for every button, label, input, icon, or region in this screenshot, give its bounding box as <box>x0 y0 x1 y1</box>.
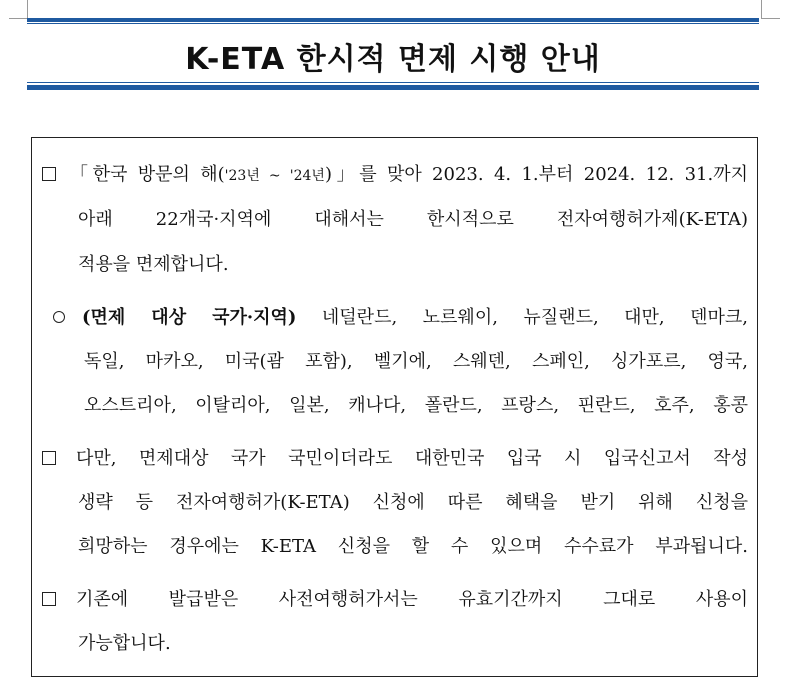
paragraph-line: 기존에 발급받은 사전여행허가서는 유효기간까지 그대로 사용이 <box>76 589 748 610</box>
text-segment: 「한국 방문의 해( <box>70 164 225 185</box>
paragraph-line: 희망하는 경우에는 K-ETA 신청을 할 수 있으며 수수료가 부과됩니다. <box>78 536 748 557</box>
bullet-square <box>42 588 56 612</box>
paragraph-line: 적용을 면제합니다. <box>78 254 229 275</box>
circle-bullet-icon <box>53 311 65 323</box>
paragraph-line: 독일, 마카오, 미국(괌 포함), 벨기에, 스웨덴, 스페인, 싱가포르, 영국, <box>84 351 748 372</box>
exempt-label: (면제 대상 국가·지역) <box>82 307 297 328</box>
banner-bottom-thin-rule <box>27 82 759 83</box>
paragraph-line: 다만, 면제대상 국가 국민이더라도 대한민국 입국 시 입국신고서 작성 <box>76 448 748 469</box>
banner-bottom-rule <box>27 85 759 90</box>
paragraph-line: 오스트리아, 이탈리아, 일본, 캐나다, 폴란드, 프랑스, 핀란드, 호주, 홍콩 <box>84 395 748 416</box>
text-segment: 네덜란드, 노르웨이, 뉴질랜드, 대만, 덴마크, <box>296 307 748 328</box>
bullet-square <box>42 163 56 187</box>
text-segment: )」를 맞아 2023. 4. 1.부터 2024. 12. 31.까지 <box>324 164 749 185</box>
bullet-circle <box>53 306 65 330</box>
page-corner-mark-right <box>761 0 780 19</box>
notice-box <box>31 137 758 677</box>
square-bullet-icon <box>42 451 56 465</box>
page-title: K-ETA 한시적 면제 시행 안내 <box>185 42 601 77</box>
square-bullet-icon <box>42 167 56 181</box>
paragraph-line: 아래 22개국·지역에 대해서는 한시적으로 전자여행허가제(K-ETA) <box>78 209 748 230</box>
paragraph-line: 생략 등 전자여행허가(K-ETA) 신청에 따른 혜택을 받기 위해 신청을 <box>78 492 748 513</box>
banner-top-thin-rule <box>27 23 759 24</box>
page-corner-mark-left <box>9 0 28 19</box>
paragraph-line <box>70 163 748 187</box>
square-bullet-icon <box>42 592 56 606</box>
year-range-text: '23년 ~ '24년 <box>224 168 325 184</box>
bullet-square <box>42 447 56 471</box>
banner-top-rule <box>27 18 759 22</box>
paragraph-line <box>82 306 748 330</box>
title-banner <box>27 18 759 90</box>
paragraph-line: 가능합니다. <box>78 633 171 654</box>
